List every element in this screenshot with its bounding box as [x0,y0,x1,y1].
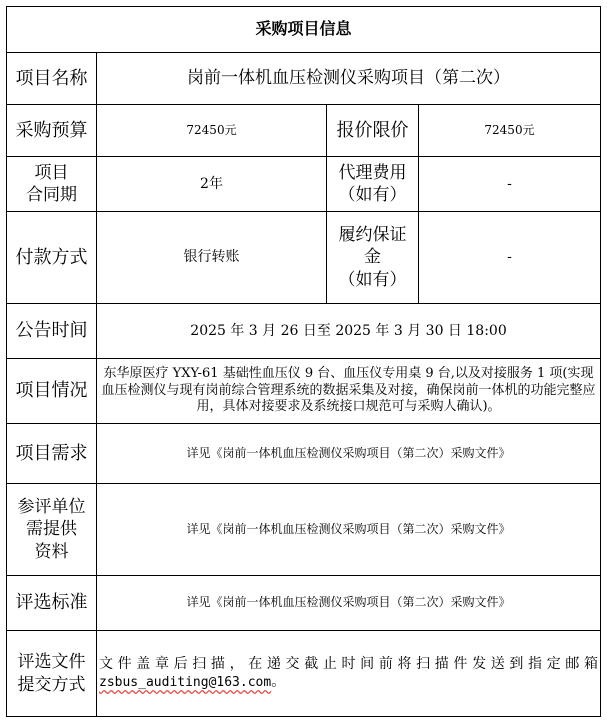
submission-tail: 。 [271,674,286,691]
project-name-value: 岗前一体机血压检测仪采购项目（第二次） [97,53,601,105]
criteria-value: 详见《岗前一体机血压检测仪采购项目（第二次）采购文件》 [97,576,601,631]
price-limit-label: 报价限价 [327,105,419,157]
bidder-materials-label-line3: 资料 [34,541,69,562]
performance-bond-label-line1: 履约保证 [338,225,407,246]
announcement-label: 公告时间 [7,304,97,359]
agency-fee-label [327,157,419,212]
performance-bond-label-line2: 金 [364,247,381,268]
contract-period-label-line1: 项目 [34,162,69,183]
contract-period-label-line2: 合同期 [26,185,77,205]
price-limit-value: 72450元 [419,105,601,157]
bidder-materials-value: 详见《岗前一体机血压检测仪采购项目（第二次）采购文件》 [97,484,601,576]
procurement-info-table [6,6,601,717]
bidder-materials-label [7,484,97,576]
criteria-label: 评选标准 [7,576,97,631]
contract-period-label [7,157,97,212]
agency-fee-value: - [419,157,601,212]
requirements-value: 详见《岗前一体机血压检测仪采购项目（第二次）采购文件》 [97,424,601,484]
payment-value: 银行转账 [97,212,327,304]
project-name-label: 项目名称 [7,53,97,105]
table-caption: 采购项目信息 [7,7,601,53]
submission-label [7,631,97,717]
requirements-label: 项目需求 [7,424,97,484]
budget-label: 采购预算 [7,105,97,157]
announcement-value: 2025 年 3 月 26 日至 2025 年 3 月 30 日 18:00 [97,304,601,359]
submission-label-line1: 评选文件 [17,652,86,673]
performance-bond-value: - [419,212,601,304]
bidder-materials-label-line2: 需提供 [26,519,77,540]
submission-instruction: 文件盖章后扫描，在递交截止时间前将扫描件发送到指定邮箱 [99,655,599,672]
bidder-materials-label-line1: 参评单位 [17,497,86,518]
performance-bond-label [327,212,419,304]
submission-label-line2: 提交方式 [17,674,86,695]
payment-label: 付款方式 [7,212,97,304]
agency-fee-label-line2: （如有） [338,185,407,205]
budget-value: 72450元 [97,105,327,157]
contract-period-value: 2年 [97,157,327,212]
project-details-label: 项目情况 [7,359,97,424]
performance-bond-label-line3: （如有） [338,269,407,290]
agency-fee-label-line1: 代理费用 [338,162,407,183]
submission-email: zsbus_auditing@163.com [99,675,272,691]
submission-value [97,631,601,717]
project-details-value: 东华原医疗 YXY-61 基础性血压仪 9 台、血压仪专用桌 9 台,以及对接服务 1 项(实现血压检测仪与现有岗前综合管理系统的数据采集及对接，确保岗前一体机的功能完整应用，具体对接要求及系统接口规范可与采购人确认)。 [97,359,601,424]
